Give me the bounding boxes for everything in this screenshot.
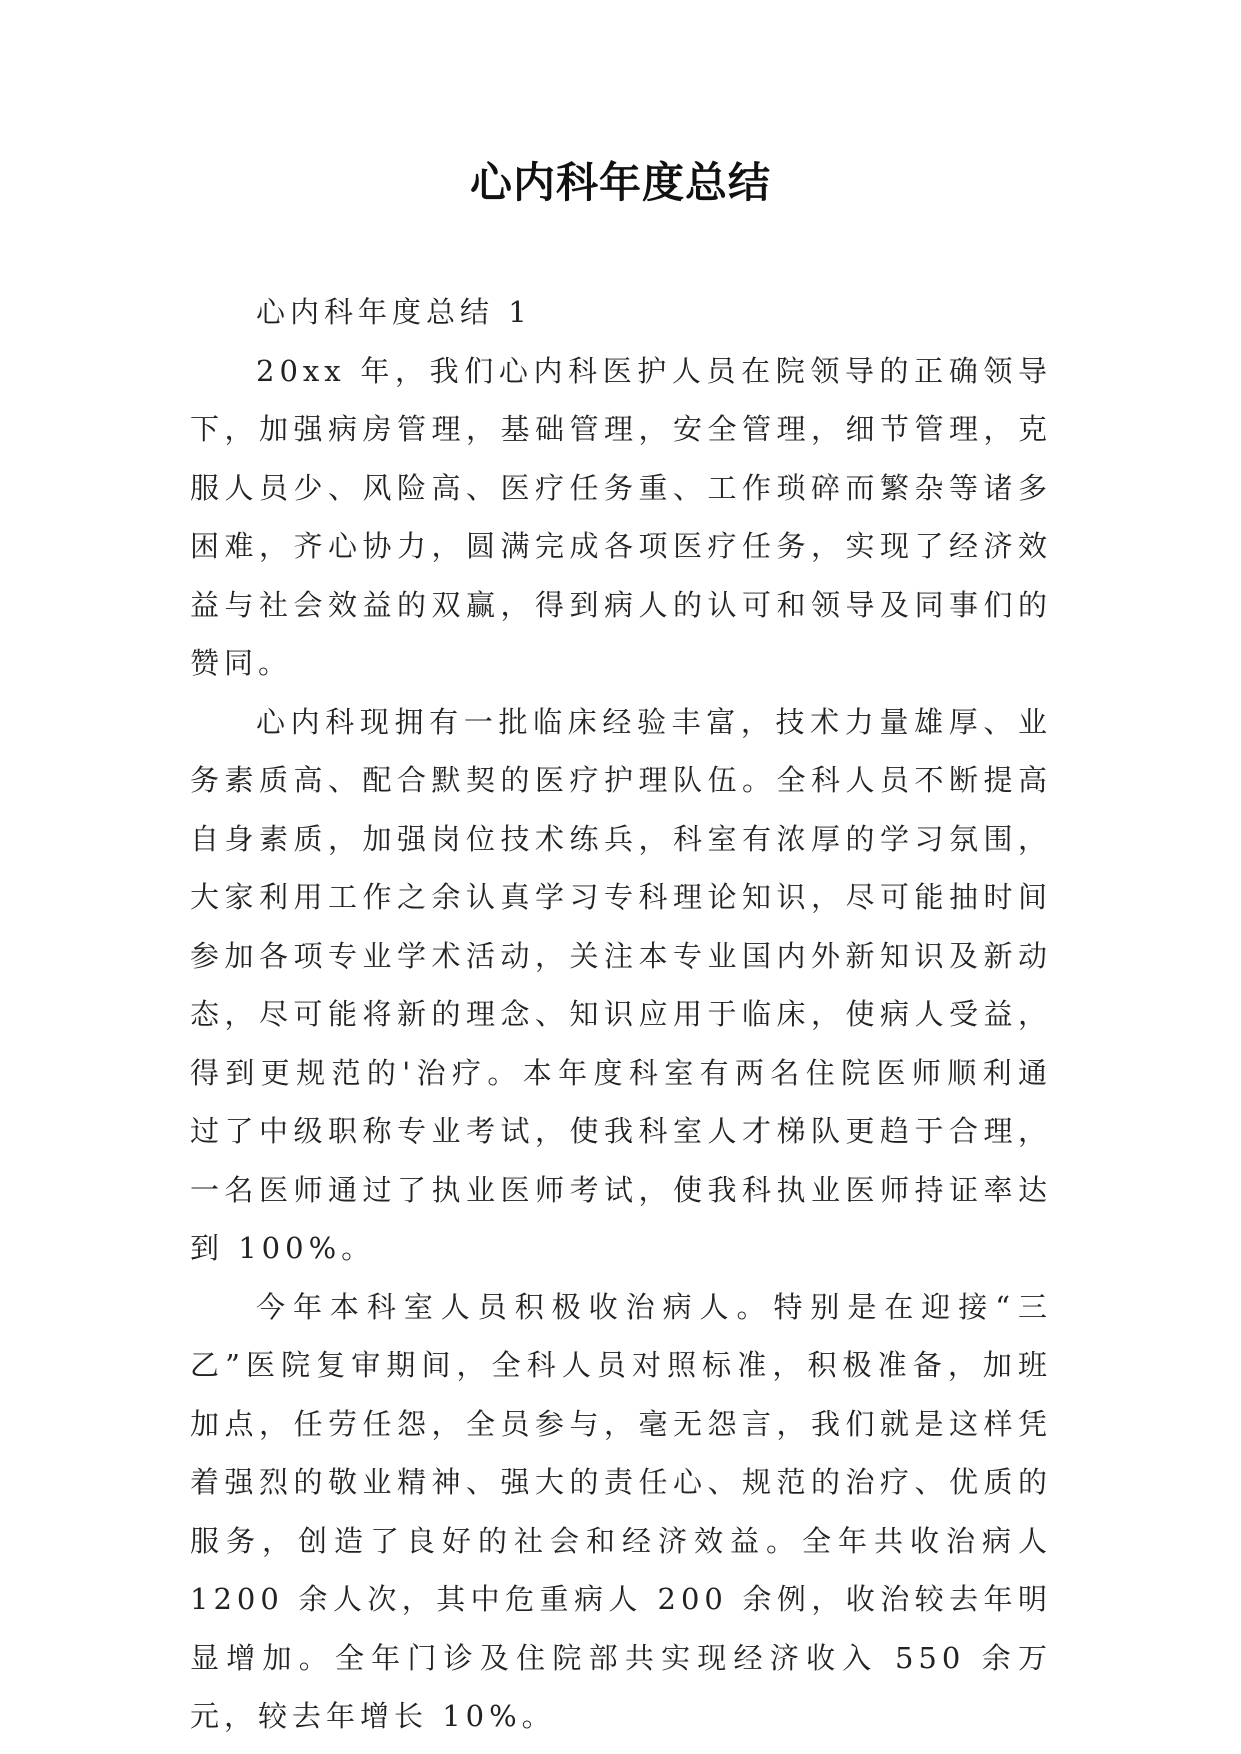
document-title: 心内科年度总结 [469, 158, 771, 207]
section-heading: 心内科年度总结 1 [256, 295, 532, 329]
document-body [190, 283, 1052, 1746]
paragraph-1: 20xx 年，我们心内科医护人员在院领导的正确领导下，加强病房管理，基础管理，安全管理，细节管理，克服人员少、风险高、医疗任务重、工作琐碎而繁杂等诸多困难，齐心协力，圆满完成各项医疗任务，实现了经济效益与社会效益的双赢，得到病人的认可和领导及同事们的赞同。 [190, 353, 1052, 680]
paragraph-3: 今年本科室人员积极收治病人。特别是在迎接“三乙”医院复审期间，全科人员对照标准，积极准备，加班加点，任劳任怨，全员参与，毫无怨言，我们就是这样凭着强烈的敬业精神、强大的责任心、规范的治疗、优质的服务，创造了良好的社会和经济效益。全年共收治病人 1200 余人次，其中危重病人 200 余例，收治较去年明显增加。全年门诊及住院部共实现经济收入 550 余万元，较去年增长 10%。 [190, 1289, 1052, 1733]
paragraph-2: 心内科现拥有一批临床经验丰富，技术力量雄厚、业务素质高、配合默契的医疗护理队伍。全科人员不断提高自身素质，加强岗位技术练兵，科室有浓厚的学习氛围，大家利用工作之余认真学习专科理论知识，尽可能抽时间参加各项专业学术活动，关注本专业国内外新知识及新动态，尽可能将新的理念、知识应用于临床，使病人受益，得到更规范的'治疗。本年度科室有两名住院医师顺利通过了中级职称专业考试，使我科室人才梯队更趋于合理，一名医师通过了执业医师考试，使我科执业医师持证率达到 100%。 [190, 704, 1052, 1265]
